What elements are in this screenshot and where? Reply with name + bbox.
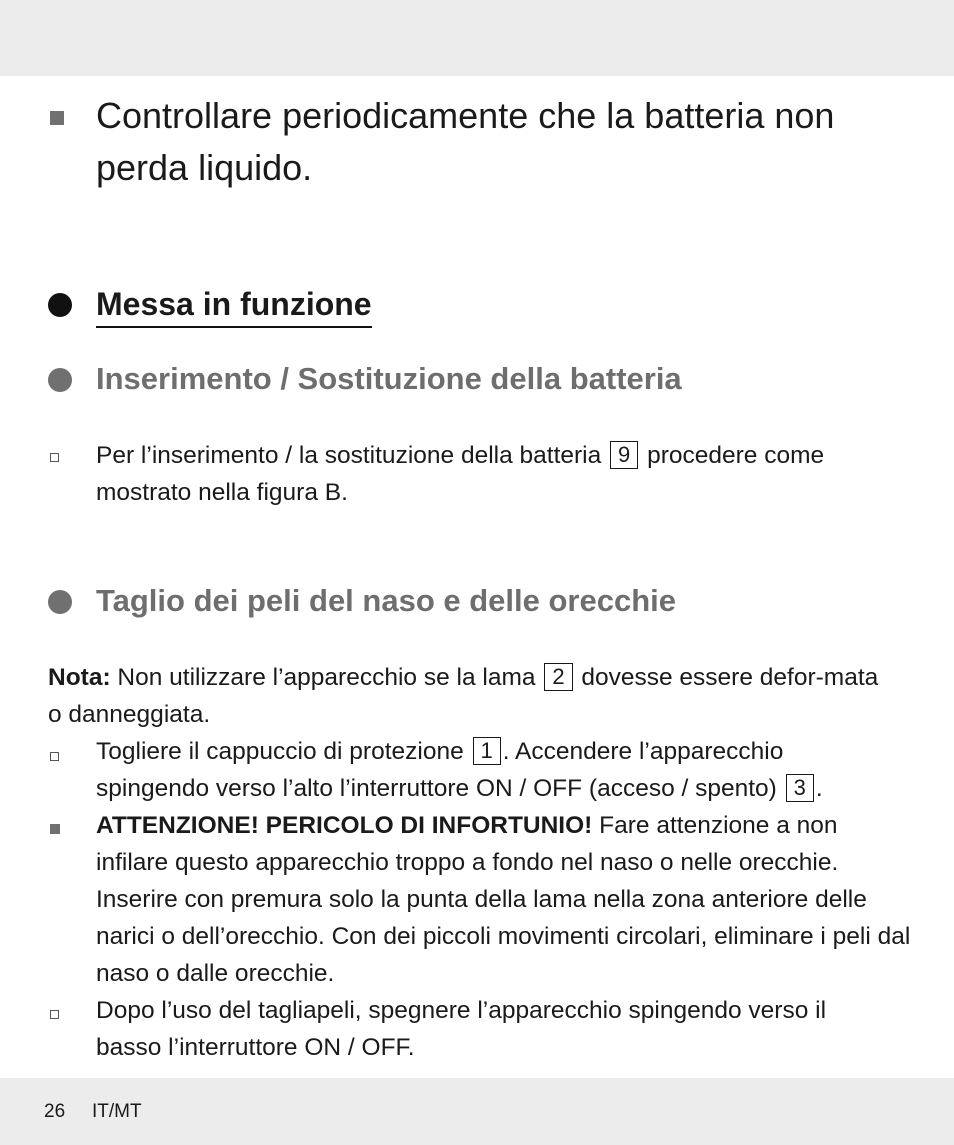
warning-paragraph (96, 807, 911, 992)
subheading-dot-icon (48, 590, 72, 614)
square-bullet-icon (50, 111, 64, 125)
warning-text: Fare attenzione a non infilare questo apparecchio troppo a fondo nel naso o nelle orecchie. Inserire con premura solo la punta della lama nella zona anteriore delle narici o dell’orecchio. Con dei piccoli movimenti circolari, eliminare i peli dal naso o dalle orecchie. (96, 812, 911, 987)
page-number: 26 (44, 1101, 66, 1122)
step-one-part3: . (815, 775, 823, 802)
note-label: Nota: (48, 664, 111, 691)
hollow-square-bullet-icon (50, 453, 59, 462)
battery-instruction-part2: procedere come mostrato nella figura B. (96, 442, 825, 506)
heading-dot-icon (48, 293, 72, 317)
warning-label: ATTENZIONE! PERICOLO DI INFORTUNIO! (96, 812, 593, 839)
step-one-part2: . Accendere l’apparecchio spingendo verso l’alto l’interruttore ON / OFF (acceso / spento) (96, 738, 784, 802)
step-one (96, 733, 896, 807)
intro-text: Controllare periodicamente che la batteria non perda liquido. (96, 95, 835, 188)
section-title-main: Messa in funzione (96, 284, 372, 328)
note-ref-badge: 2 (544, 663, 572, 691)
top-band (0, 0, 954, 76)
battery-instruction (96, 437, 896, 511)
hollow-square-bullet-icon (50, 1010, 59, 1019)
battery-instruction-part1: Per l’inserimento / la sostituzione della batteria (96, 442, 602, 469)
language-code: IT/MT (92, 1101, 142, 1122)
note-paragraph (48, 659, 898, 733)
step-one-ref2-badge: 3 (786, 774, 814, 802)
subheading-dot-icon (48, 368, 72, 392)
step-two: Dopo l’uso del tagliapeli, spegnere l’apparecchio spingendo verso il basso l’interruttore ON / OFF. (96, 997, 827, 1061)
note-text-part2: dovesse essere defor-mata o danneggiata. (48, 664, 879, 728)
note-text-part1: Non utilizzare l’apparecchio se la lama (117, 664, 536, 691)
step-one-ref1-badge: 1 (473, 737, 501, 765)
section-title-battery: Inserimento / Sostituzione della batteria (96, 361, 682, 396)
step-one-part1: Togliere il cappuccio di protezione (96, 738, 464, 765)
footer-band (0, 1078, 954, 1145)
square-bullet-icon (50, 824, 60, 834)
battery-ref-badge: 9 (610, 441, 638, 469)
section-title-trim: Taglio dei peli del naso e delle orecchie (96, 583, 676, 618)
hollow-square-bullet-icon (50, 752, 59, 761)
